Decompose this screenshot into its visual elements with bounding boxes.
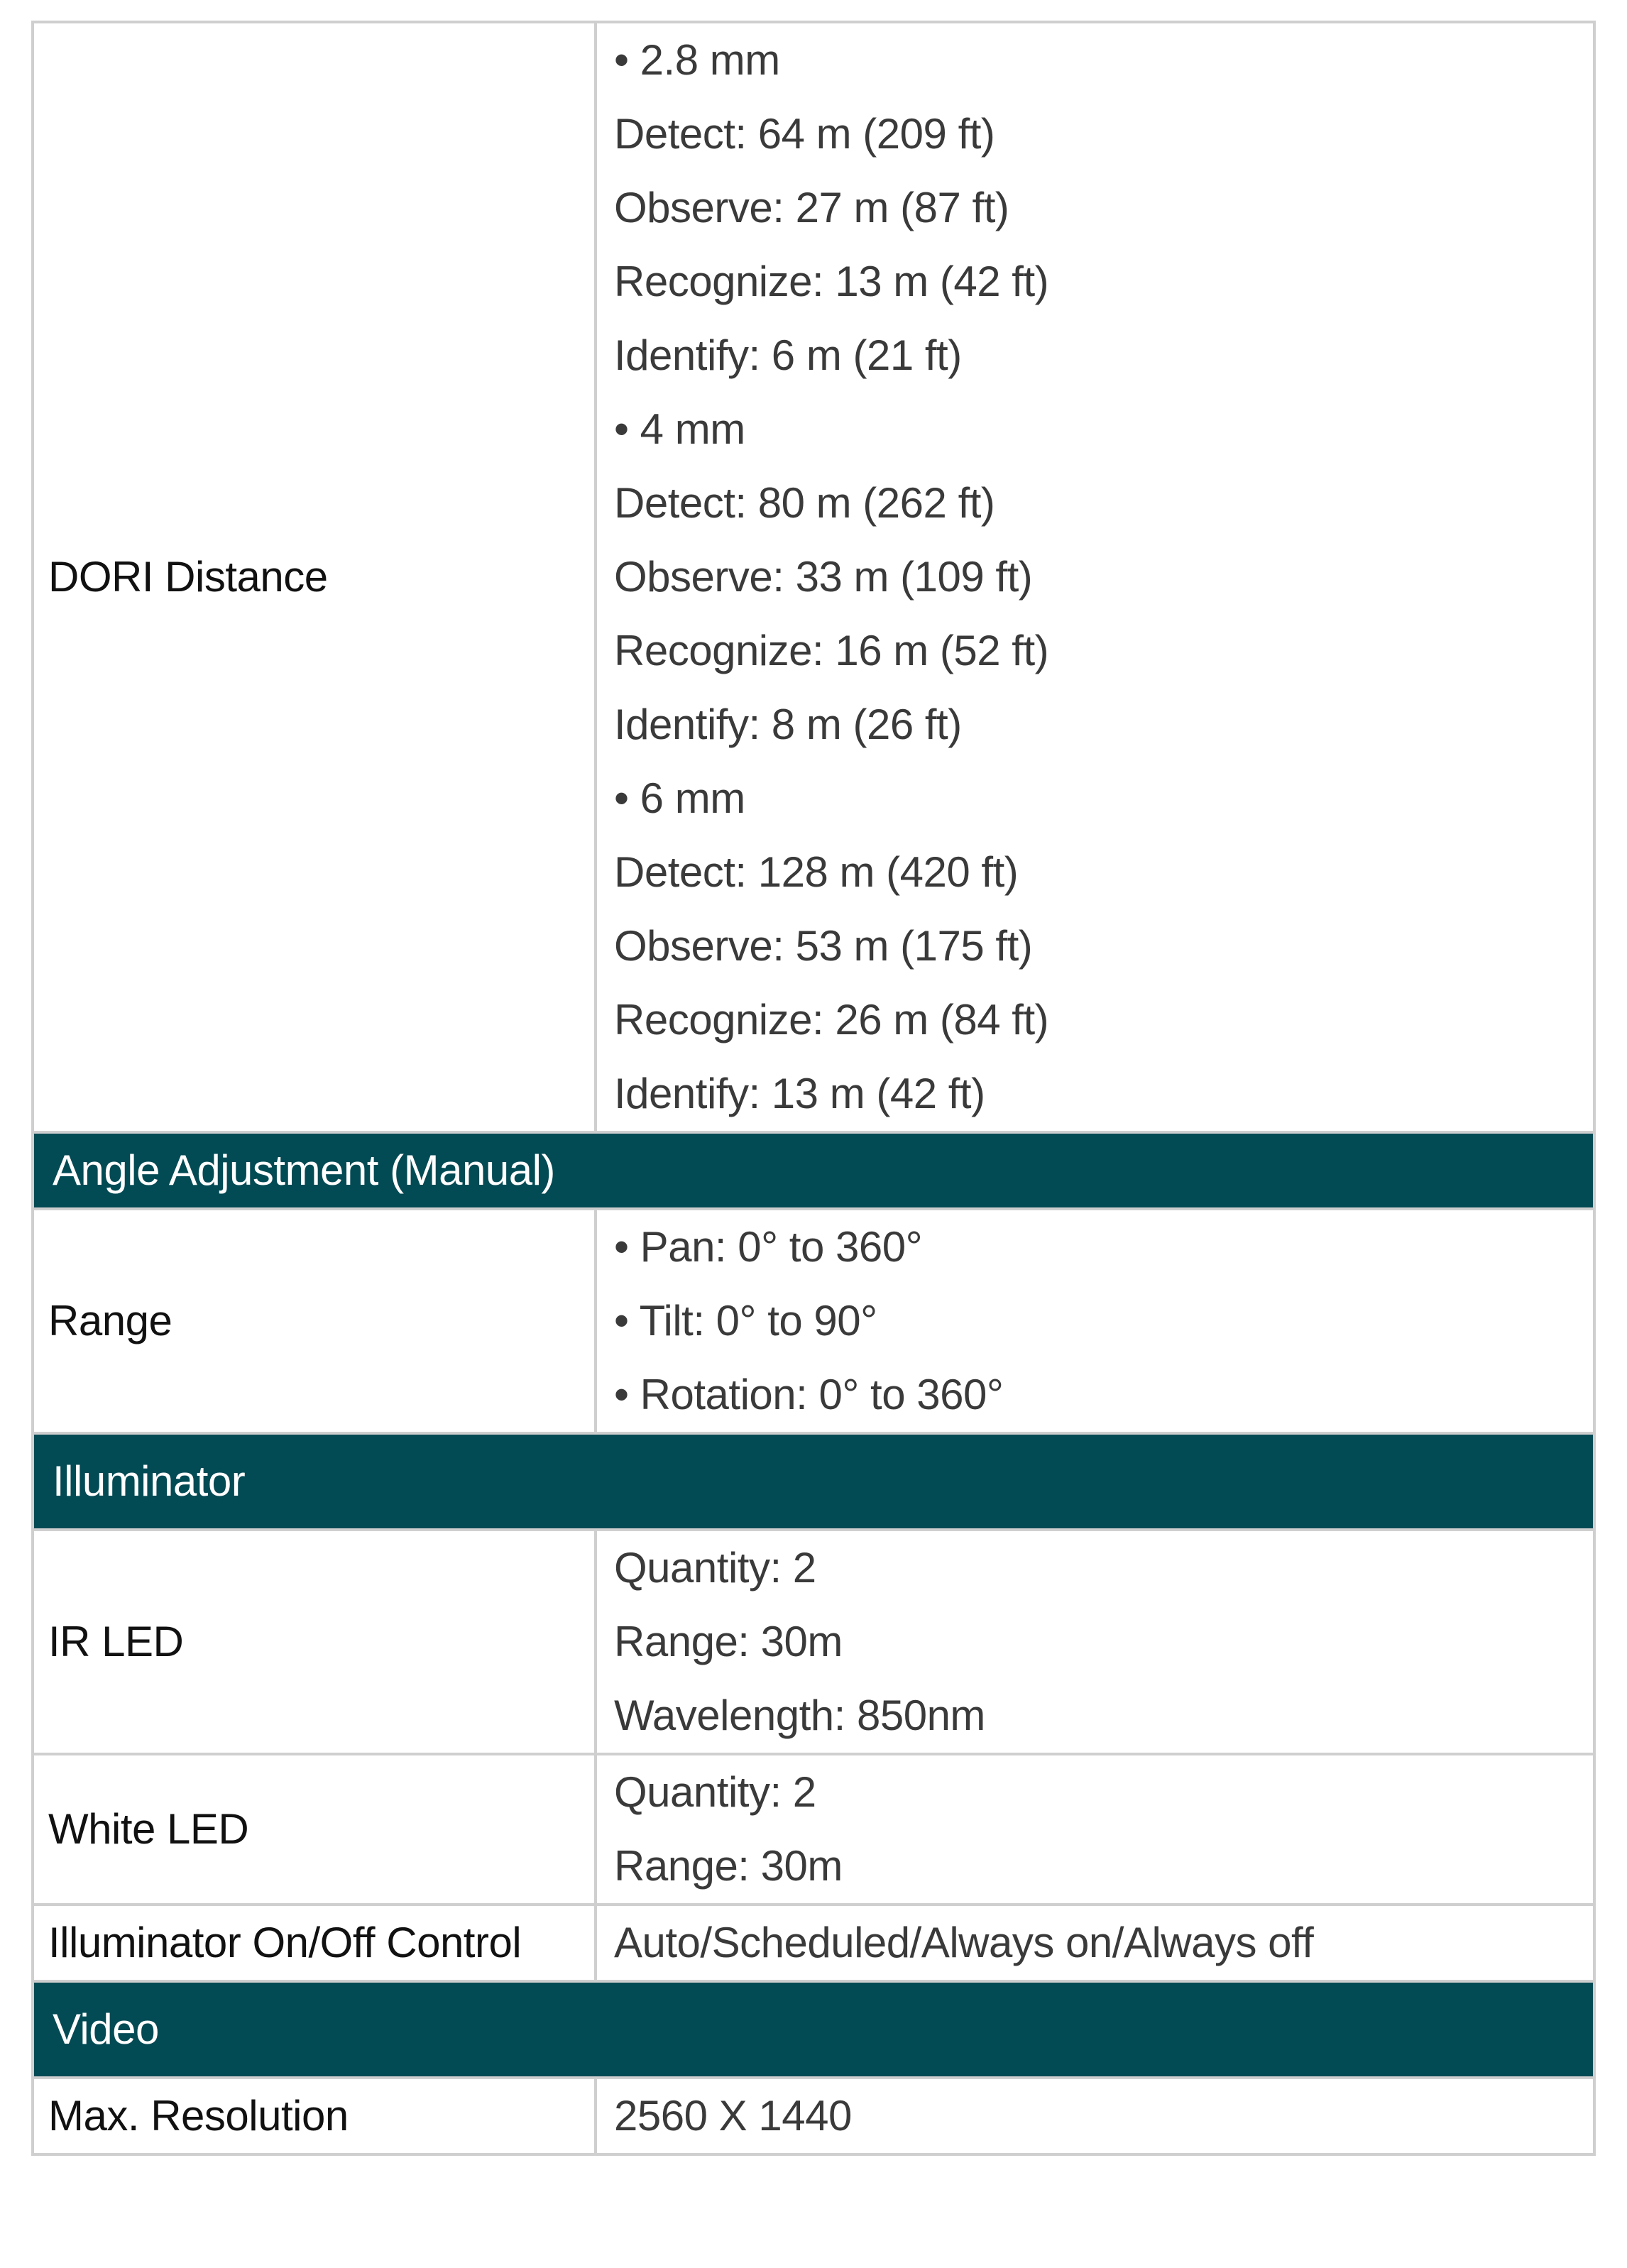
spec-table: [31, 21, 1596, 2156]
spec-row-ir-led: [33, 1530, 1594, 1754]
value-line: Recognize: 13 m (42 ft): [614, 258, 1049, 305]
value-line: 2560 X 1440: [614, 2092, 852, 2140]
spec-row-max-resolution: [33, 2078, 1594, 2154]
spec-label: Range: [33, 1209, 596, 1433]
spec-row-illuminator-control: [33, 1905, 1594, 1981]
spec-label: Illuminator On/Off Control: [33, 1905, 596, 1981]
value-line: Range: 30m: [614, 1618, 843, 1665]
value-line: Identify: 13 m (42 ft): [614, 1070, 985, 1117]
value-line: • Tilt: 0° to 90°: [614, 1297, 877, 1344]
value-line: • 4 mm: [614, 405, 745, 453]
value-line: Observe: 27 m (87 ft): [614, 184, 1009, 231]
spec-label: DORI Distance: [33, 22, 596, 1132]
value-line: Range: 30m: [614, 1842, 843, 1890]
section-title: Angle Adjustment (Manual): [33, 1132, 1594, 1209]
spec-row-dori-distance: [33, 22, 1594, 1132]
value-line: Quantity: 2: [614, 1544, 816, 1592]
spec-label: White LED: [33, 1754, 596, 1905]
section-title: Illuminator: [33, 1433, 1594, 1530]
value-line: Wavelength: 850nm: [614, 1692, 985, 1739]
value-line: Observe: 53 m (175 ft): [614, 922, 1033, 970]
section-header-illuminator: [33, 1433, 1594, 1530]
spec-row-white-led: [33, 1754, 1594, 1905]
spec-row-range: [33, 1209, 1594, 1433]
spec-value: [596, 1905, 1594, 1981]
spec-label: Max. Resolution: [33, 2078, 596, 2154]
value-line: Quantity: 2: [614, 1768, 816, 1816]
value-line: Detect: 80 m (262 ft): [614, 479, 995, 527]
value-line: Observe: 33 m (109 ft): [614, 553, 1033, 601]
spec-value: [596, 22, 1594, 1132]
spec-value: [596, 1754, 1594, 1905]
value-line: • 2.8 mm: [614, 36, 780, 84]
spec-label: IR LED: [33, 1530, 596, 1754]
value-line: Recognize: 16 m (52 ft): [614, 627, 1049, 674]
value-line: Recognize: 26 m (84 ft): [614, 996, 1049, 1043]
value-line: Auto/Scheduled/Always on/Always off: [614, 1919, 1314, 1966]
value-line: Detect: 128 m (420 ft): [614, 848, 1019, 896]
section-title: Video: [33, 1981, 1594, 2078]
value-line: • Rotation: 0° to 360°: [614, 1371, 1004, 1418]
section-header-angle-adjustment: [33, 1132, 1594, 1209]
value-line: Detect: 64 m (209 ft): [614, 110, 995, 158]
spec-value: [596, 2078, 1594, 2154]
value-line: Identify: 6 m (21 ft): [614, 332, 962, 379]
value-line: • Pan: 0° to 360°: [614, 1223, 923, 1271]
spec-value: [596, 1209, 1594, 1433]
spec-value: [596, 1530, 1594, 1754]
section-header-video: [33, 1981, 1594, 2078]
value-line: Identify: 8 m (26 ft): [614, 701, 962, 748]
value-line: • 6 mm: [614, 774, 745, 822]
